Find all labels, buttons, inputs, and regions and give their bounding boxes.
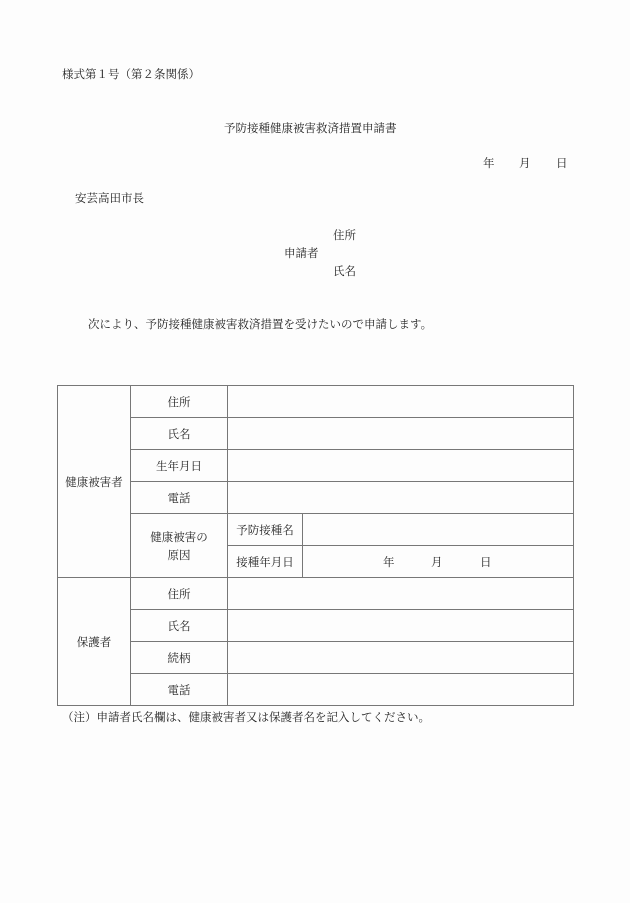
applicant-address-label: 住所 [333, 228, 356, 242]
victim-phone-label: 電話 [131, 482, 228, 514]
guardian-address-field[interactable] [228, 578, 574, 610]
guardian-phone-field[interactable] [228, 674, 574, 706]
victim-birthdate-label: 生年月日 [131, 450, 228, 482]
cause-label [131, 514, 228, 578]
applicant-label: 申請者 [284, 246, 319, 260]
addressee: 安芸高田市長 [75, 191, 144, 205]
vaccination-date-field[interactable] [303, 546, 574, 578]
victim-name-label: 氏名 [131, 418, 228, 450]
guardian-address-label: 住所 [131, 578, 228, 610]
vaccination-day-label: 日 [480, 555, 492, 569]
application-table [57, 385, 574, 706]
form-number: 様式第１号（第２条関係） [62, 67, 200, 81]
date-year-label: 年 [483, 156, 495, 170]
applicant-name-label: 氏名 [333, 264, 356, 278]
vaccination-month-label: 月 [431, 555, 443, 569]
date-day-label: 日 [556, 156, 568, 170]
guardian-relationship-field[interactable] [228, 642, 574, 674]
victim-address-field[interactable] [228, 386, 574, 418]
footnote: （注）申請者氏名欄は、健康被害者又は保護者名を記入してください。 [62, 710, 430, 724]
vaccination-date-label: 接種年月日 [228, 546, 303, 578]
cause-label-line1: 健康被害の [150, 529, 208, 544]
vaccine-name-label: 予防接種名 [228, 514, 303, 546]
vaccine-name-field[interactable] [303, 514, 574, 546]
guardian-name-label: 氏名 [131, 610, 228, 642]
victim-name-field[interactable] [228, 418, 574, 450]
cause-label-line2: 原因 [167, 547, 191, 562]
date-month-label: 月 [519, 156, 531, 170]
vaccination-year-label: 年 [383, 555, 395, 569]
victim-phone-field[interactable] [228, 482, 574, 514]
guardian-name-field[interactable] [228, 610, 574, 642]
guardian-relationship-label: 続柄 [131, 642, 228, 674]
victim-birthdate-field[interactable] [228, 450, 574, 482]
guardian-group-label: 保護者 [58, 578, 131, 706]
document-title: 予防接種健康被害救済措置申請書 [224, 121, 397, 135]
body-text: 次により、予防接種健康被害救済措置を受けたいので申請します。 [88, 317, 433, 331]
victim-address-label: 住所 [131, 386, 228, 418]
victim-group-label: 健康被害者 [58, 386, 131, 578]
guardian-phone-label: 電話 [131, 674, 228, 706]
